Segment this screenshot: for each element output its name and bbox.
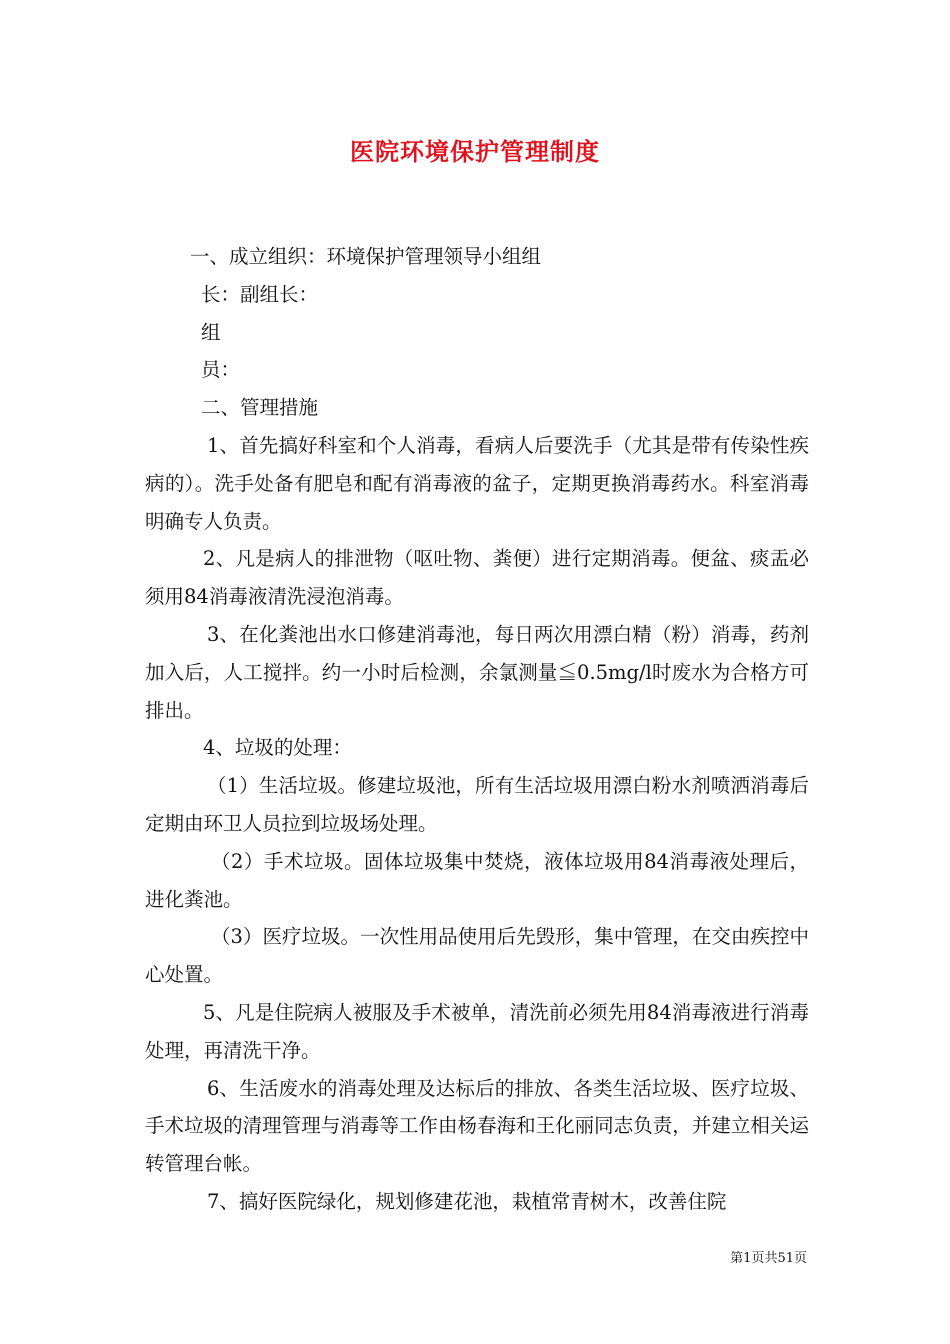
paragraph-member-line-2: 员： — [201, 358, 241, 382]
document-body — [145, 238, 809, 1221]
paragraph-item-6: 6、生活废水的消毒处理及达标后的排放、各类生活垃圾、医疗垃圾、手术垃圾的清理管理与消毒等工作由杨春海和王化丽同志负责，并建立相关运转管理台帐。 — [145, 1076, 809, 1176]
document-title: 医院环境保护管理制度 — [350, 138, 600, 166]
page-number: 第1页共51页 — [730, 1251, 807, 1266]
paragraph-item-1: 1、首先搞好科室和个人消毒，看病人后要洗手（尤其是带有传染性疾病的）。洗手处备有肥皂和配有消毒液的盆子，定期更换消毒药水。科室消毒明确专人负责。 — [145, 433, 809, 533]
paragraph-section-1: 一、成立组织：环境保护管理领导小组组 — [190, 245, 542, 268]
paragraph-item-5: 5、凡是住院病人被服及手术被单，清洗前必须先用84消毒液进行消毒处理，再清洗干净。 — [145, 1000, 809, 1062]
paragraph-item-4-3: （3）医疗垃圾。一次性用品使用后先毁形，集中管理，在交由疾控中心处置。 — [145, 925, 809, 987]
paragraph-leader-line: 长：副组长： — [201, 282, 319, 306]
paragraph-section-2: 二、管理措施 — [201, 396, 319, 420]
paragraph-item-2: 2、凡是病人的排泄物（呕吐物、粪便）进行定期消毒。便盆、痰盂必须用84消毒液清洗浸泡消毒。 — [145, 547, 809, 609]
paragraph-item-4-2: （2）手术垃圾。固体垃圾集中焚烧，液体垃圾用84消毒液处理后，进化粪池。 — [145, 849, 809, 911]
paragraph-member-line-1: 组 — [201, 320, 221, 344]
paragraph-item-4: 4、垃圾的处理： — [203, 736, 352, 760]
paragraph-item-3: 3、在化粪池出水口修建消毒池，每日两次用漂白精（粉）消毒，药剂加入后，人工搅拌。约一小时后检测，余氯测量≦0.5mg/l时废水为合格方可排出。 — [145, 622, 809, 722]
paragraph-item-7: 7、搞好医院绿化，规划修建花池，栽植常青树木，改善住院 — [207, 1189, 727, 1213]
paragraph-item-4-1: （1）生活垃圾。修建垃圾池，所有生活垃圾用漂白粉水剂喷洒消毒后定期由环卫人员拉到垃圾场处理。 — [145, 774, 809, 835]
